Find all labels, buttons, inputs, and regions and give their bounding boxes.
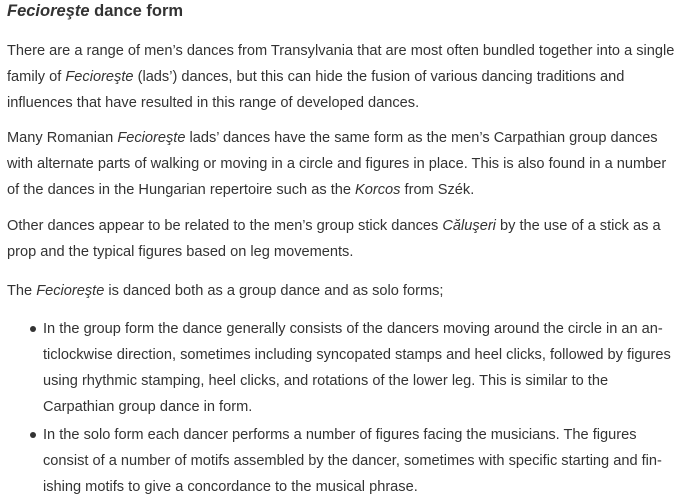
paragraph-intro-term: Fecioreşte bbox=[65, 69, 134, 85]
paragraph-intro-text-b: (lads’) dances, but this can hide the fusion of various dancing traditions and influences that have resulted in this range of developed dances. bbox=[7, 69, 625, 111]
section-heading-term: Fecioreşte bbox=[7, 2, 90, 20]
paragraph-forms-text-a: The bbox=[7, 283, 37, 299]
paragraph-romanian-term: Fecioreşte bbox=[117, 130, 186, 146]
paragraph-romanian-dances bbox=[7, 125, 675, 203]
paragraph-romanian-text-a: Many Romanian bbox=[7, 130, 118, 146]
paragraph-stick-dances bbox=[7, 213, 675, 265]
paragraph-romanian-text-b: lads’ dances have the same form as the men’s Carpathian group dances with alternate parts of walking or moving in a circle and figures in place. This is also found in a number of the dances in the Hungarian repertoire such as the bbox=[7, 130, 667, 198]
paragraph-stick-term: Căluşeri bbox=[442, 218, 496, 234]
paragraph-forms-term: Fecioreşte bbox=[36, 283, 105, 299]
list-item-group-form-text: In the group form the dance generally consists of the dancers moving around the circle in an anticlockwise direction, sometimes including syncopated stamps and heel clicks, followed by figures using rhythmic stamping, heel clicks, and rotations of the lower leg. This is similar to the Carpathian group dance in form. bbox=[43, 321, 671, 415]
paragraph-forms-text-b: is danced both as a group dance and as solo forms; bbox=[104, 283, 444, 299]
list-item-group-form bbox=[7, 316, 682, 420]
paragraph-stick-text-a: Other dances appear to be related to the men’s group stick dances bbox=[7, 218, 443, 234]
paragraph-stick-text-b: by the use of a stick as a prop and the typical figures based on leg movements. bbox=[7, 218, 661, 260]
list-item-solo-form bbox=[7, 422, 682, 500]
section-heading-rest: dance form bbox=[89, 2, 184, 20]
paragraph-romanian-text-c: from Szék. bbox=[400, 182, 475, 198]
bullet-icon bbox=[30, 432, 36, 438]
paragraph-forms-intro bbox=[7, 278, 675, 304]
paragraph-intro-text-a: There are a range of men’s dances from Transylvania that are most often bundled together into a single family of bbox=[7, 43, 675, 85]
dance-forms-list bbox=[7, 316, 682, 500]
section-heading bbox=[7, 0, 183, 22]
paragraph-intro bbox=[7, 38, 675, 116]
paragraph-romanian-term-korcos: Korcos bbox=[355, 182, 401, 198]
list-item-solo-form-text: In the solo form each dancer performs a number of figures facing the musicians. The figures consist of a number of motifs assembled by the dancer, sometimes with specific starting and finishing motifs to give a concordance to the musical phrase. bbox=[43, 427, 662, 495]
bullet-icon bbox=[30, 326, 36, 332]
